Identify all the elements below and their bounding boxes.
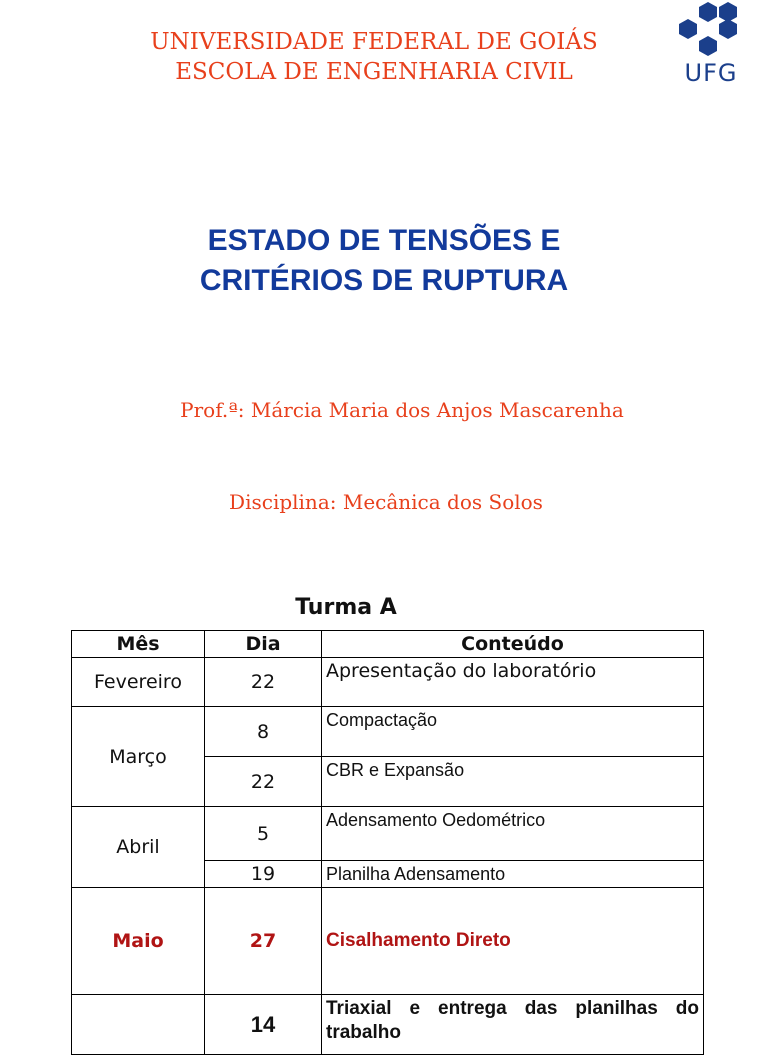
content-cell: Compactação (322, 707, 704, 757)
table-row (72, 658, 704, 707)
logo-hex-3 (679, 19, 697, 39)
content-cell: Apresentação do laboratório (322, 658, 704, 707)
content-cell: Triaxial e entrega das planilhas do trabalho (322, 995, 704, 1055)
table-row-highlight (72, 888, 704, 995)
table-row (72, 707, 704, 757)
month-cell: Maio (72, 888, 205, 995)
day-cell: 8 (205, 707, 322, 757)
month-cell (72, 995, 205, 1055)
day-cell: 14 (205, 995, 322, 1055)
document-title-line2: CRITÉRIOS DE RUPTURA (199, 264, 569, 297)
day-cell: 19 (205, 861, 322, 888)
logo-hex-5 (699, 36, 717, 56)
day-cell: 27 (205, 888, 322, 995)
content-cell: Planilha Adensamento (322, 861, 704, 888)
content-cell: CBR e Expansão (322, 757, 704, 807)
university-name: UNIVERSIDADE FEDERAL DE GOIÁS (150, 29, 598, 55)
ufg-logo-text: UFG (684, 59, 738, 87)
school-name: ESCOLA DE ENGENHARIA CIVIL (175, 59, 573, 85)
header-month: Mês (72, 631, 205, 658)
header-day: Dia (205, 631, 322, 658)
logo-hex-4 (719, 19, 737, 39)
professor-name: Prof.ª: Márcia Maria dos Anjos Mascarenha (180, 398, 624, 422)
day-cell: 5 (205, 807, 322, 861)
table-caption: Turma A (295, 595, 397, 620)
table-row (72, 995, 704, 1055)
month-cell: Fevereiro (72, 658, 205, 707)
content-cell: Cisalhamento Direto (322, 888, 704, 995)
document-title-line1: ESTADO DE TENSÕES E (207, 224, 561, 257)
content-cell: Adensamento Oedométrico (322, 807, 704, 861)
schedule-table (71, 630, 704, 1055)
logo-hex-1 (699, 2, 717, 22)
discipline-name: Disciplina: Mecânica dos Solos (229, 490, 543, 514)
table-header-row (72, 631, 704, 658)
month-cell: Abril (72, 807, 205, 888)
header-content: Conteúdo (322, 631, 704, 658)
table-row (72, 807, 704, 861)
day-cell: 22 (205, 658, 322, 707)
day-cell: 22 (205, 757, 322, 807)
month-cell: Março (72, 707, 205, 807)
